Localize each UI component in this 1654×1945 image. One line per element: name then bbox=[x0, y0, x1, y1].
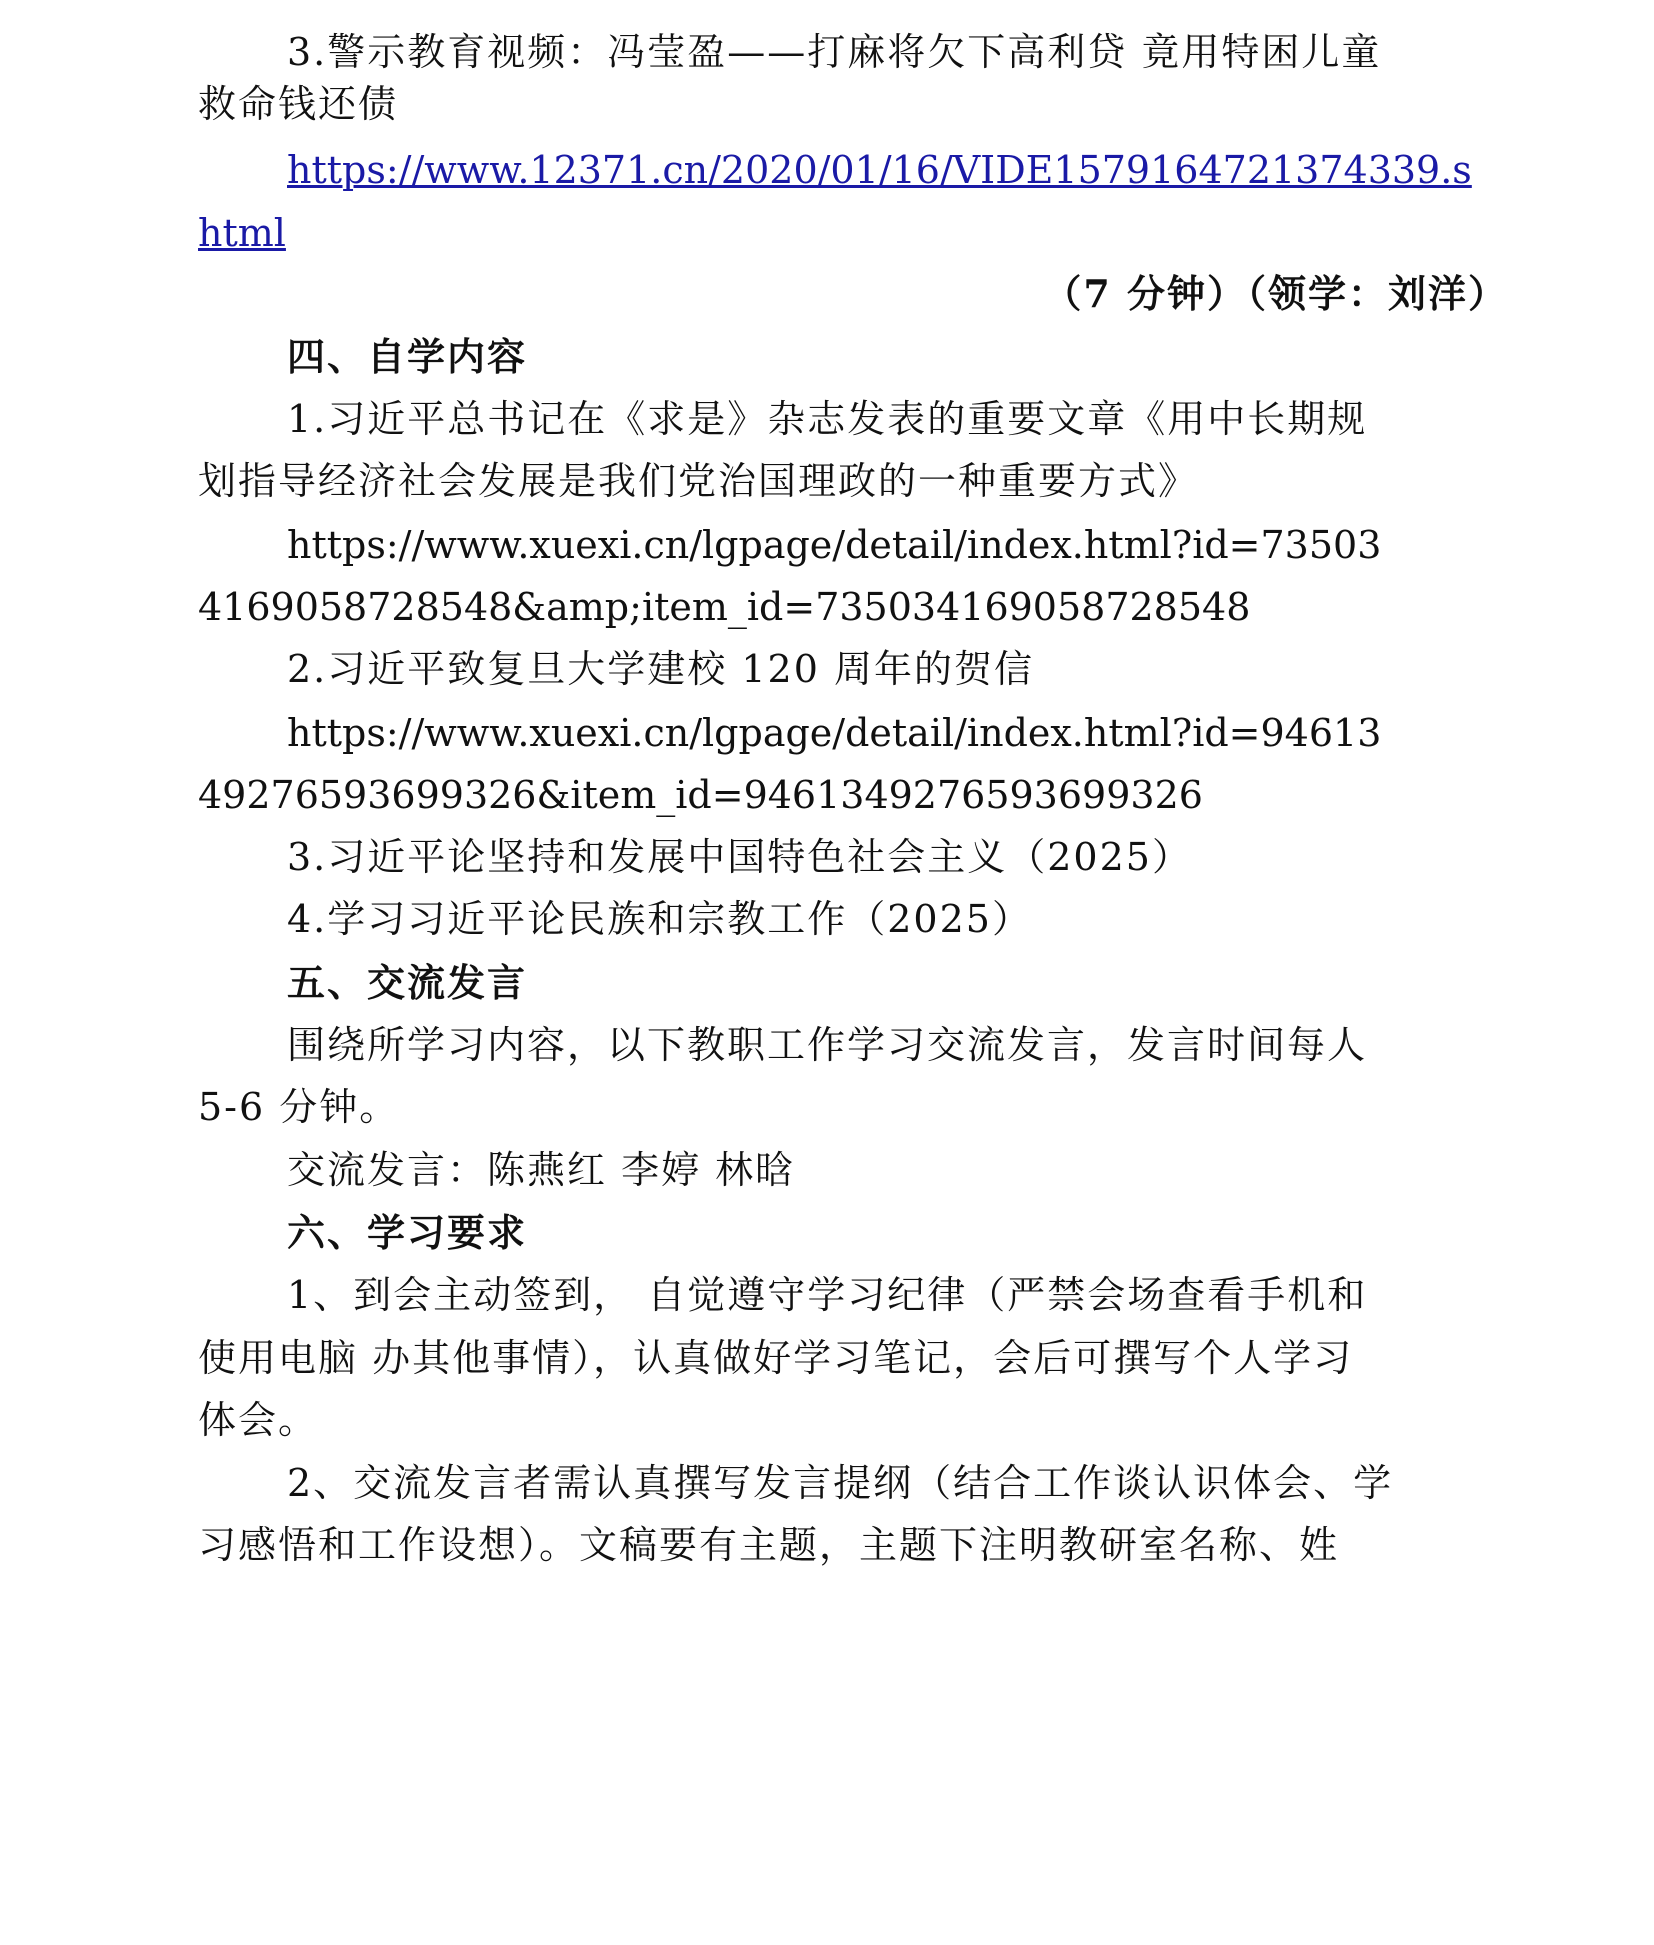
video-link-line1[interactable]: https://www.12371.cn/2020/01/16/VIDE1579164721374339.s bbox=[287, 148, 1472, 192]
item3-note: （7 分钟）（领学：刘洋） bbox=[1043, 271, 1508, 316]
exchange-para-line2: 5-6 分钟。 bbox=[198, 1085, 400, 1129]
self-study-item1-url-line1: https://www.xuexi.cn/lgpage/detail/index.html?id=73503 bbox=[287, 523, 1382, 567]
self-study-item2: 2.习近平致复旦大学建校 120 周年的贺信 bbox=[287, 647, 1034, 691]
self-study-item4: 4.学习习近平论民族和宗教工作（2025） bbox=[287, 897, 1032, 941]
self-study-item1-line2: 划指导经济社会发展是我们党治国理政的一种重要方式》 bbox=[198, 459, 1199, 503]
self-study-item2-url-line1: https://www.xuexi.cn/lgpage/detail/index.html?id=94613 bbox=[287, 711, 1382, 755]
requirement1-line2: 使用电脑 办其他事情），认真做好学习笔记，会后可撰写个人学习 bbox=[198, 1336, 1354, 1380]
self-study-heading: 四、自学内容 bbox=[287, 334, 528, 379]
exchange-para-line1: 围绕所学习内容，以下教职工作学习交流发言，发言时间每人 bbox=[287, 1023, 1368, 1067]
self-study-item1-line1: 1.习近平总书记在《求是》杂志发表的重要文章《用中长期规 bbox=[287, 397, 1368, 441]
item3-title-line1: 3.警示教育视频：冯莹盈——打麻将欠下高利贷 竟用特困儿童 bbox=[287, 30, 1382, 74]
requirement2-line1: 2、交流发言者需认真撰写发言提纲（结合工作谈认识体会、学 bbox=[287, 1461, 1394, 1505]
requirements-heading: 六、学习要求 bbox=[287, 1210, 528, 1255]
requirement1-line1: 1、到会主动签到， 自觉遵守学习纪律（严禁会场查看手机和 bbox=[287, 1273, 1368, 1317]
video-link-line2[interactable]: html bbox=[198, 211, 286, 255]
self-study-item3: 3.习近平论坚持和发展中国特色社会主义（2025） bbox=[287, 835, 1192, 879]
self-study-item1-url-line2: 4169058728548&amp;item_id=735034169058728548 bbox=[198, 585, 1251, 629]
self-study-item2-url-line2: 49276593699326&item_id=9461349276593699326 bbox=[198, 773, 1203, 817]
requirement1-line3: 体会。 bbox=[198, 1398, 319, 1442]
requirement2-line2: 习感悟和工作设想）。文稿要有主题，主题下注明教研室名称、姓 bbox=[198, 1523, 1340, 1567]
exchange-speakers: 交流发言：陈燕红 李婷 林晗 bbox=[287, 1148, 796, 1192]
item3-title-line2: 救命钱还债 bbox=[198, 82, 399, 126]
exchange-heading: 五、交流发言 bbox=[287, 960, 528, 1005]
